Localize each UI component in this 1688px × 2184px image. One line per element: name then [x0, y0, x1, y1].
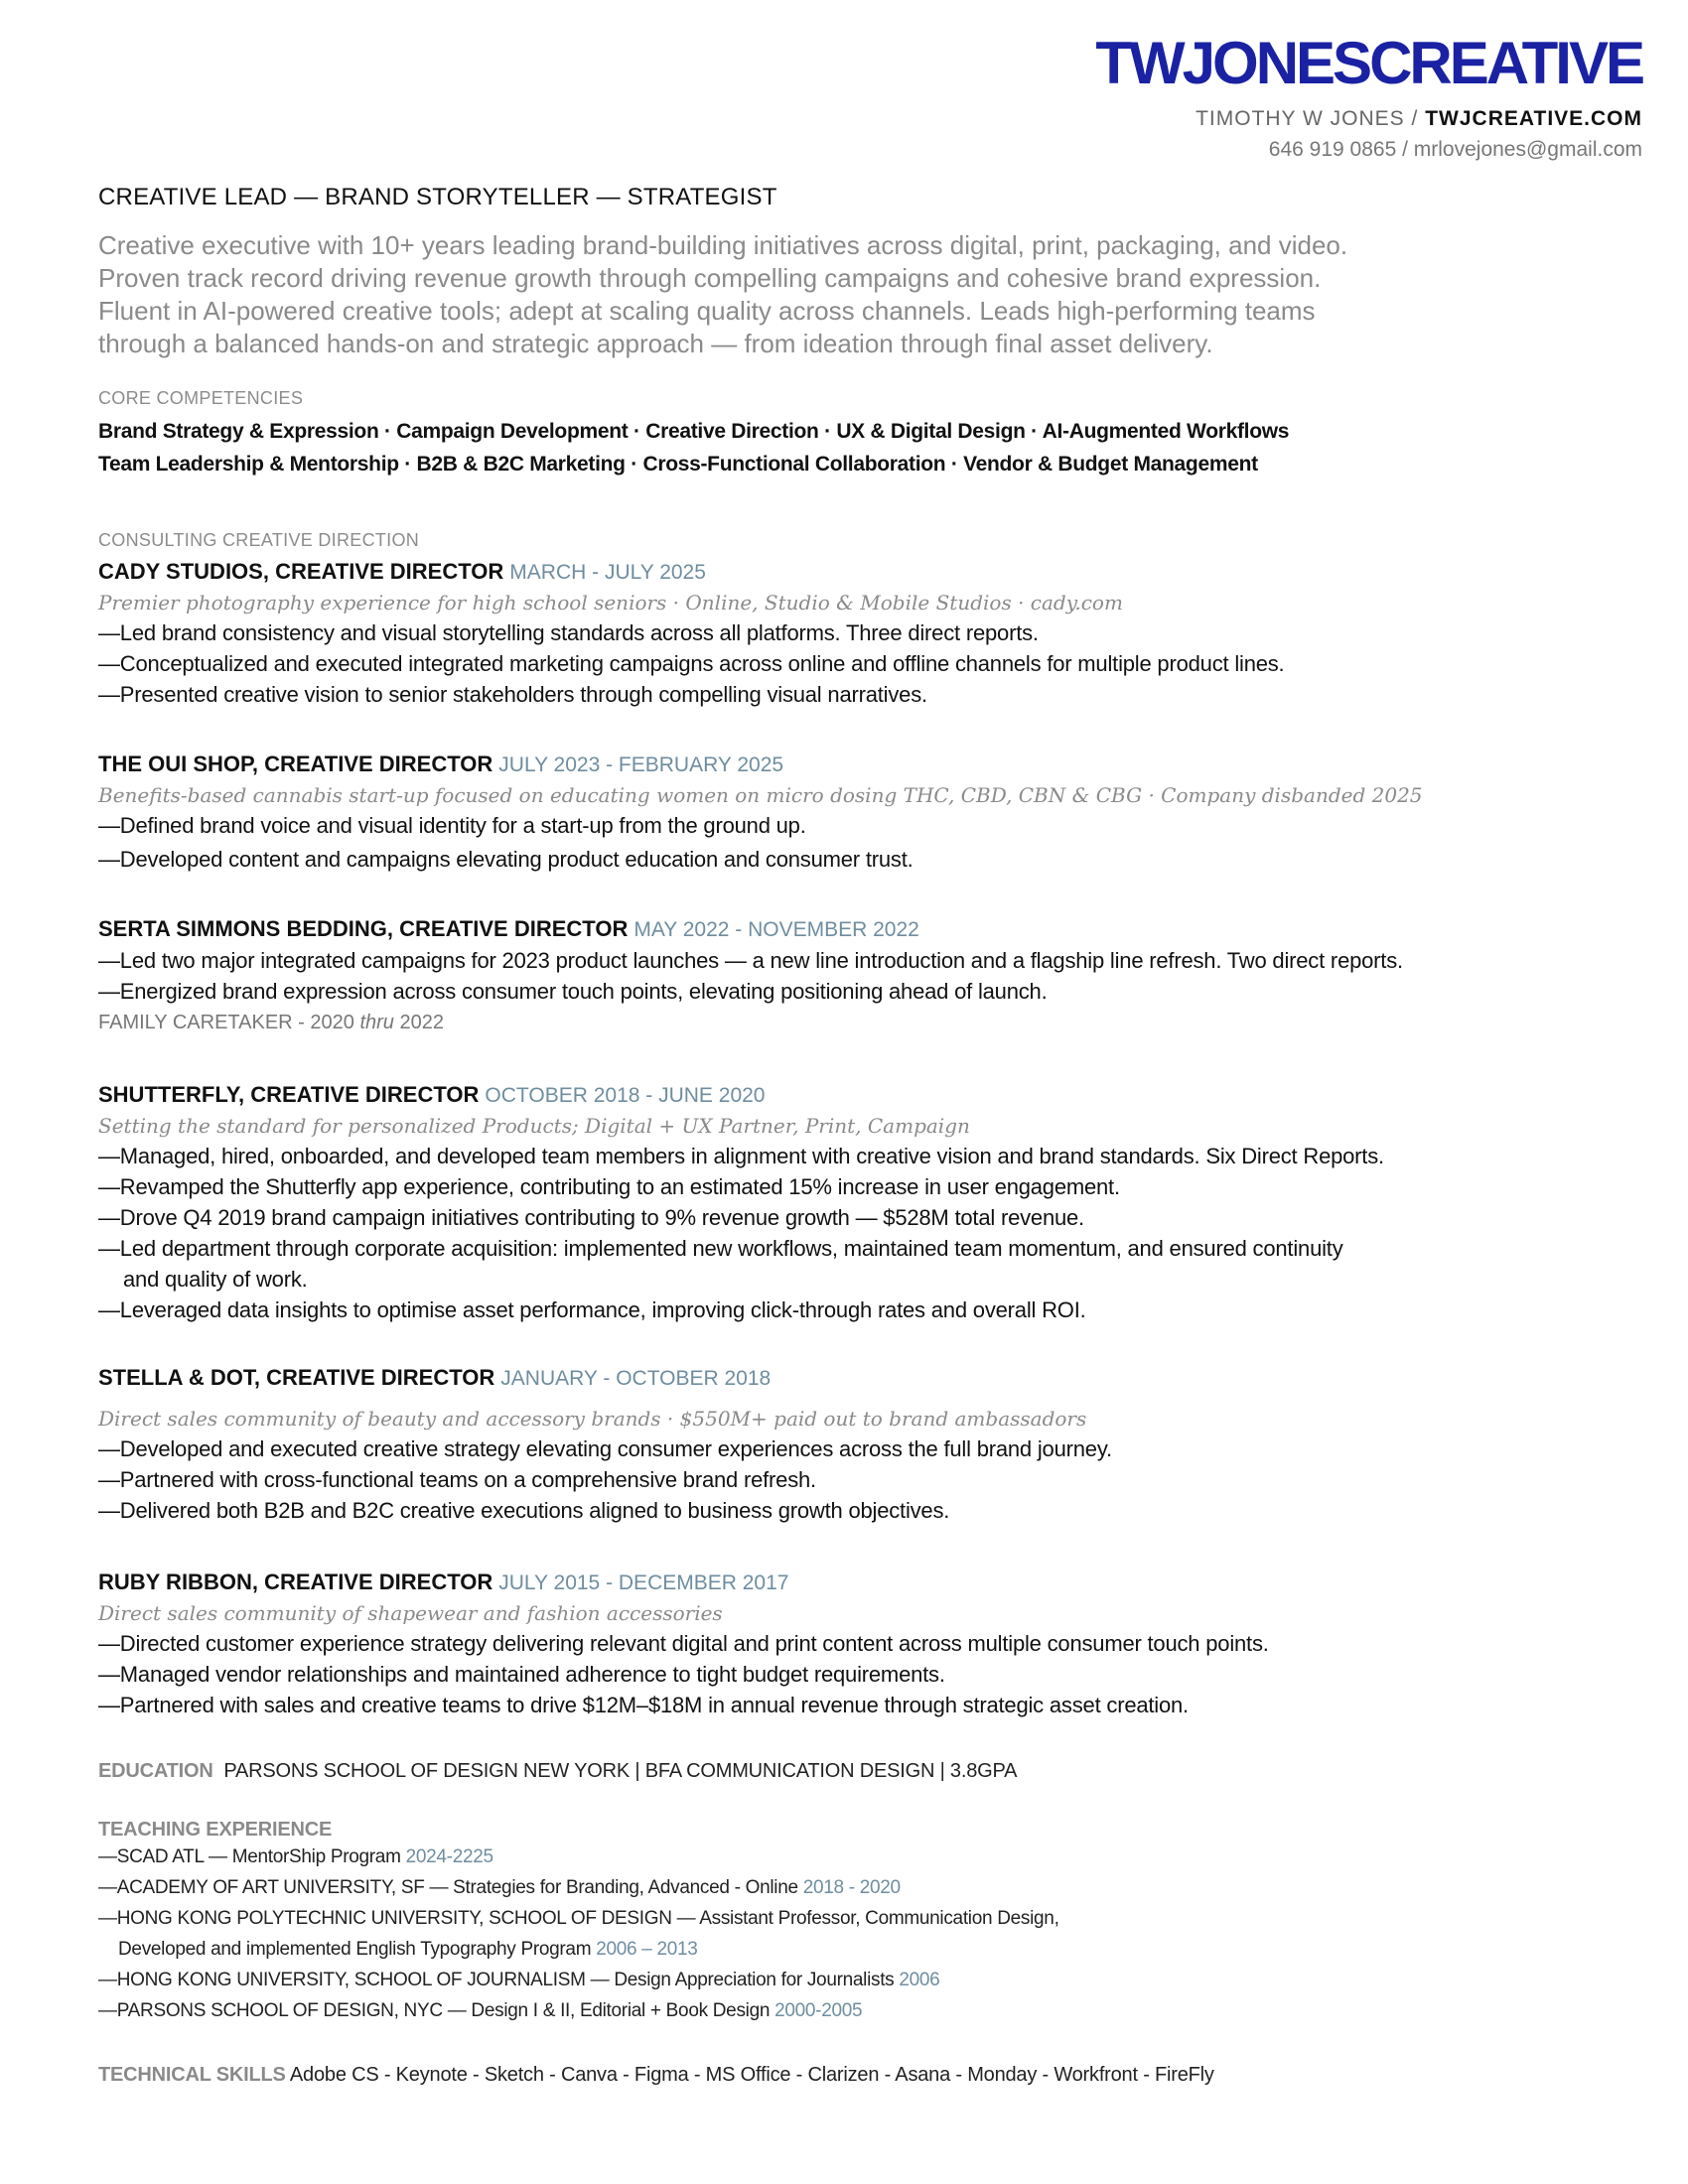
job-description: Setting the standard for personalized Products; Digital + UX Partner, Print, Campaign — [98, 1114, 970, 1138]
job-title: SHUTTERFLY, CREATIVE DIRECTOR — [98, 1082, 480, 1107]
job-bullet: —Partnered with sales and creative teams to drive $12M–$18M in annual revenue through strategic asset creation. — [98, 1693, 1189, 1717]
teaching-year: 2018 - 2020 — [802, 1877, 901, 1898]
teaching-continuation — [98, 1934, 1647, 1965]
job-entry — [98, 914, 1647, 1038]
job-title: CADY STUDIOS, CREATIVE DIRECTOR — [98, 559, 504, 584]
job-heading — [98, 557, 1647, 588]
teaching-section — [98, 1819, 1647, 2026]
website-link[interactable]: TWJCREATIVE.COM — [1425, 107, 1642, 130]
job-heading — [98, 1080, 1647, 1111]
education-line — [98, 1760, 1647, 1783]
teaching-item — [98, 1842, 1647, 1872]
job-bullet: —Conceptualized and executed integrated marketing campaigns across online and offline channels for multiple product lines. — [98, 651, 1285, 676]
caretaker-thru: thru — [359, 1012, 394, 1033]
teaching-cont-text: Developed and implemented English Typography Program — [118, 1939, 597, 1960]
skills-label: TECHNICAL SKILLS — [98, 2064, 286, 2086]
job-entry — [98, 557, 1647, 710]
job-bullet: —Developed content and campaigns elevating product education and consumer trust. — [98, 847, 914, 872]
job-bullet-continuation: and quality of work. — [123, 1267, 308, 1292]
teaching-text: —SCAD ATL — MentorShip Program — [98, 1846, 406, 1867]
job-bullet: —Led two major integrated campaigns for 2023 product launches — a new line introduction and a flagship line refresh. Two direct reports. — [98, 948, 1403, 973]
teaching-year: 2000-2005 — [774, 2000, 863, 2021]
job-bullet: —Presented creative vision to senior stakeholders through compelling visual narratives. — [98, 682, 927, 707]
summary-line: through a balanced hands-on and strategic approach — from ideation through final asset delivery. — [98, 329, 1213, 358]
job-bullet: —Revamped the Shutterfly app experience, contributing to an estimated 15% increase in user engagement. — [98, 1174, 1120, 1199]
job-bullet-text: —Led department through corporate acquisition: implemented new workflows, maintained team momentum, and ensured continuity — [98, 1236, 1343, 1261]
job-bullet: —Developed and executed creative strategy elevating consumer experiences across the full brand journey. — [98, 1436, 1112, 1461]
teaching-text: —HONG KONG POLYTECHNIC UNIVERSITY, SCHOOL OF DESIGN — Assistant Professor, Communication Design, — [98, 1908, 1059, 1929]
separator: / — [1396, 138, 1414, 161]
skills-line — [98, 2064, 1647, 2087]
job-bullet: —Led brand consistency and visual storytelling standards across all platforms. Three direct reports. — [98, 620, 1039, 645]
job-description: Benefits-based cannabis start-up focused on educating women on micro dosing THC, CBD, CBN & CBG · Company disbanded 2025 — [98, 783, 1423, 807]
job-bullet: —Leveraged data insights to optimise asset performance, improving click-through rates and overall ROI. — [98, 1297, 1086, 1322]
resume-body — [98, 184, 1647, 2087]
job-entry — [98, 1568, 1647, 1720]
job-title: RUBY RIBBON, CREATIVE DIRECTOR — [98, 1570, 493, 1594]
job-bullet: —Directed customer experience strategy delivering relevant digital and print content across multiple consumer touch points. — [98, 1631, 1269, 1656]
phone-number: 646 919 0865 — [1268, 138, 1397, 161]
separator: / — [1404, 107, 1426, 130]
teaching-item — [98, 1903, 1647, 1965]
job-dates: JULY 2015 - DECEMBER 2017 — [498, 1571, 789, 1594]
summary-paragraph — [98, 229, 1488, 360]
email-link[interactable]: mrlovejones@gmail.com — [1413, 138, 1642, 161]
job-description: Direct sales community of beauty and accessory brands · $550M+ paid out to brand ambassadors — [98, 1407, 1087, 1431]
competencies-label: CORE COMPETENCIES — [98, 388, 304, 408]
logo-wordmark: TWJONESCREATIVE — [1095, 30, 1642, 96]
education-label: EDUCATION — [98, 1760, 213, 1782]
consulting-label: CONSULTING CREATIVE DIRECTION — [98, 530, 420, 550]
job-bullet: —Defined brand voice and visual identity for a start-up from the ground up. — [98, 813, 806, 838]
job-bullet: —Delivered both B2B and B2C creative executions aligned to business growth objectives. — [98, 1498, 950, 1523]
job-bullet: —Energized brand expression across consumer touch points, elevating positioning ahead of launch. — [98, 979, 1048, 1004]
teaching-year: 2006 – 2013 — [596, 1939, 698, 1960]
job-bullet: —Managed vendor relationships and maintained adherence to tight budget requirements. — [98, 1662, 945, 1687]
teaching-text: —HONG KONG UNIVERSITY, SCHOOL OF JOURNALISM — Design Appreciation for Journalists — [98, 1970, 900, 1990]
skills-text: Adobe CS - Keynote - Sketch - Canva - Figma - MS Office - Clarizen - Asana - Monday - Workfront - FireFly — [289, 2064, 1214, 2086]
caretaker-text: FAMILY CARETAKER - 2020 — [98, 1012, 360, 1033]
job-dates: MARCH - JULY 2025 — [509, 561, 706, 584]
person-name: TIMOTHY W JONES — [1196, 107, 1405, 130]
teaching-text: —PARSONS SCHOOL OF DESIGN, NYC — Design I & II, Editorial + Book Design — [98, 2000, 775, 2021]
education-text: PARSONS SCHOOL OF DESIGN NEW YORK | BFA COMMUNICATION DESIGN | 3.8GPA — [223, 1760, 1018, 1782]
summary-line: Creative executive with 10+ years leading brand-building initiatives across digital, print, packaging, and video. — [98, 230, 1348, 260]
job-bullet — [98, 1233, 1647, 1295]
job-heading — [98, 914, 1647, 945]
competencies-line: Brand Strategy & Expression · Campaign Development · Creative Direction · UX & Digital Design · AI-Augmented Workflows — [98, 420, 1290, 443]
tagline: CREATIVE LEAD — BRAND STORYTELLER — STRATEGIST — [98, 184, 777, 210]
job-entry — [98, 1080, 1647, 1325]
job-dates: JANUARY - OCTOBER 2018 — [500, 1367, 772, 1390]
job-title: SERTA SIMMONS BEDDING, CREATIVE DIRECTOR — [98, 916, 629, 941]
teaching-item — [98, 1995, 1647, 2026]
phone-email-line — [1095, 138, 1642, 162]
job-entry — [98, 1363, 1647, 1526]
teaching-year: 2024-2225 — [405, 1846, 493, 1867]
teaching-item — [98, 1965, 1647, 1995]
summary-line: Proven track record driving revenue growth through compelling campaigns and cohesive brand expression. — [98, 263, 1322, 293]
competencies-list — [98, 415, 1647, 480]
teaching-label: TEACHING EXPERIENCE — [98, 1819, 333, 1841]
teaching-year: 2006 — [899, 1970, 940, 1990]
competencies-line: Team Leadership & Mentorship · B2B & B2C Marketing · Cross-Functional Collaboration · Vendor & Budget Management — [98, 453, 1258, 476]
job-dates: JULY 2023 - FEBRUARY 2025 — [498, 753, 784, 776]
name-website-line — [1095, 107, 1642, 131]
job-bullet: —Partnered with cross-functional teams on a comprehensive brand refresh. — [98, 1467, 816, 1492]
job-description: Direct sales community of shapewear and fashion accessories — [98, 1601, 723, 1625]
job-title: THE OUI SHOP, CREATIVE DIRECTOR — [98, 751, 493, 776]
job-dates: OCTOBER 2018 - JUNE 2020 — [485, 1084, 766, 1107]
job-title: STELLA & DOT, CREATIVE DIRECTOR — [98, 1365, 495, 1390]
job-entry — [98, 750, 1647, 875]
job-heading — [98, 1568, 1647, 1598]
header-brand — [1095, 30, 1642, 162]
summary-line: Fluent in AI-powered creative tools; adept at scaling quality across channels. Leads high-performing teams — [98, 296, 1316, 326]
job-description: Premier photography experience for high school seniors · Online, Studio & Mobile Studios · cady.com — [98, 591, 1123, 614]
caretaker-end: 2022 — [393, 1012, 444, 1033]
job-bullet: —Drove Q4 2019 brand campaign initiatives contributing to 9% revenue growth — $528M total revenue. — [98, 1205, 1084, 1230]
job-bullet: —Managed, hired, onboarded, and developed team members in alignment with creative vision and brand standards. Six Direct Reports. — [98, 1144, 1384, 1168]
caretaker-note — [98, 1007, 1647, 1038]
job-heading — [98, 1363, 1647, 1394]
teaching-item — [98, 1872, 1647, 1903]
teaching-text: —ACADEMY OF ART UNIVERSITY, SF — Strategies for Branding, Advanced - Online — [98, 1877, 803, 1898]
job-dates: MAY 2022 - NOVEMBER 2022 — [633, 918, 919, 941]
job-heading — [98, 750, 1647, 780]
